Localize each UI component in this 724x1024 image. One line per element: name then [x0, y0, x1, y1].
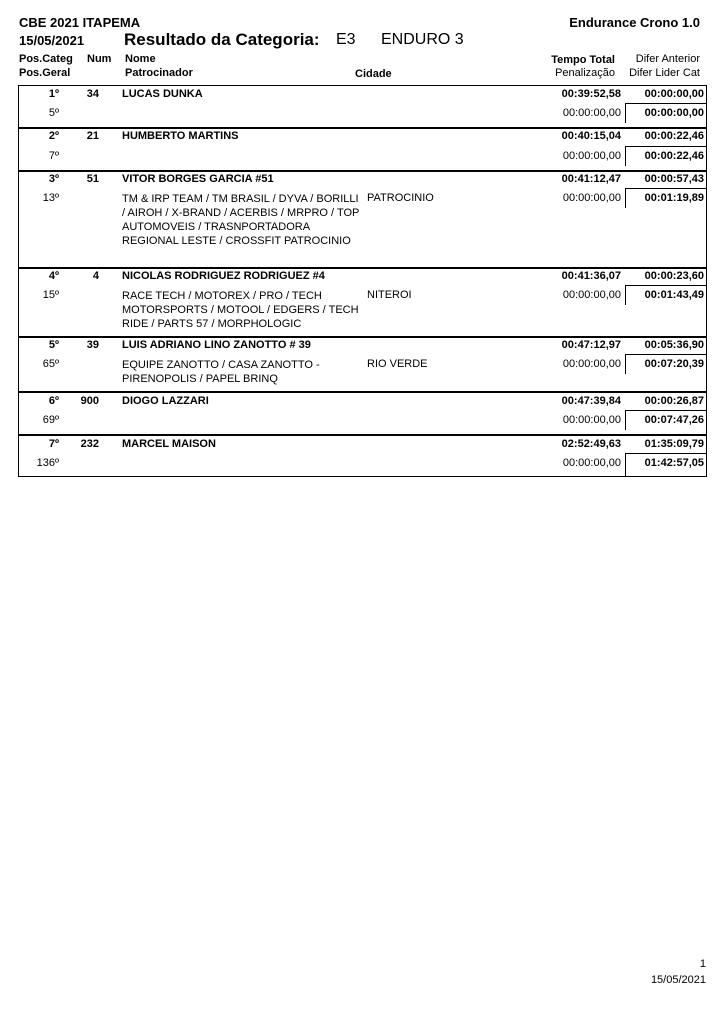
- sponsor: TM & IRP TEAM / TM BRASIL / DYVA / BORILLI / AIROH / X-BRAND / ACERBIS / MRPRO / TOP AUTOMOVEIS / TRASNPORTADORA REGIONAL LESTE / CROSSFIT PATROCINIO: [122, 193, 360, 247]
- penalty: 00:00:00,00: [562, 150, 621, 162]
- col-cidade: Cidade: [355, 68, 392, 80]
- total-time: 00:41:36,07: [561, 270, 621, 282]
- diff-leader: 01:42:57,05: [644, 457, 704, 469]
- diff-prev: 00:00:00,00: [644, 88, 704, 100]
- total-time: 00:39:52,58: [561, 88, 621, 100]
- rider-name: HUMBERTO MARTINS: [122, 130, 239, 142]
- city: NITEROI: [367, 289, 412, 301]
- col-penalizacao: Penalização: [555, 67, 615, 79]
- rider-number: 39: [86, 339, 99, 351]
- total-time: 00:40:15,04: [561, 130, 621, 142]
- sponsor: RACE TECH / MOTOREX / PRO / TECH MOTORSPORTS / MOTOOL / EDGERS / TECH RIDE / PARTS 57 / MORPHOLOGIC: [122, 290, 359, 330]
- pos-categ: 2º: [48, 130, 59, 142]
- pos-geral: 7º: [48, 150, 59, 162]
- pos-categ: 7º: [48, 438, 59, 450]
- rider-name: NICOLAS RODRIGUEZ RODRIGUEZ #4: [122, 270, 325, 282]
- diff-leader: 00:07:20,39: [644, 358, 704, 370]
- col-num: Num: [87, 53, 112, 65]
- rider-name: DIOGO LAZZARI: [122, 395, 209, 407]
- sponsor: EQUIPE ZANOTTO / CASA ZANOTTO - PIRENOPOLIS / PAPEL BRINQ: [122, 359, 320, 385]
- pos-categ: 5º: [48, 339, 59, 351]
- page-number: 1: [699, 958, 706, 970]
- col-patrocinador: Patrocinador: [125, 67, 193, 79]
- rider-number: 34: [86, 88, 99, 100]
- diff-leader: 00:01:19,89: [644, 192, 704, 204]
- pos-categ: 4º: [48, 270, 59, 282]
- penalty: 00:00:00,00: [562, 358, 621, 370]
- col-difer-anterior: Difer Anterior: [635, 53, 700, 65]
- rider-name: VITOR BORGES GARCIA #51: [122, 173, 274, 185]
- system-name: Endurance Crono 1.0: [569, 15, 700, 30]
- rider-name: LUIS ADRIANO LINO ZANOTTO # 39: [122, 339, 311, 351]
- event-title: CBE 2021 ITAPEMA: [19, 15, 141, 30]
- city: PATROCINIO: [367, 192, 434, 204]
- penalty: 00:00:00,00: [562, 192, 621, 204]
- pos-geral: 136º: [36, 457, 59, 469]
- rider-number: 4: [92, 270, 99, 282]
- footer-date: 15/05/2021: [650, 974, 706, 986]
- report-date: 15/05/2021: [19, 33, 85, 48]
- rider-number: 232: [80, 438, 99, 450]
- diff-prev: 00:00:22,46: [644, 130, 704, 142]
- col-pos-categ: Pos.Categ: [19, 53, 73, 65]
- rider-number: 51: [86, 173, 99, 185]
- total-time: 00:47:12,97: [561, 339, 621, 351]
- pos-geral: 5º: [48, 107, 59, 119]
- pos-categ: 6º: [48, 395, 59, 407]
- pos-geral: 15º: [42, 289, 59, 301]
- col-tempo-total: Tempo Total: [551, 54, 615, 66]
- pos-categ: 1º: [48, 88, 59, 100]
- total-time: 00:41:12,47: [561, 173, 621, 185]
- pos-categ: 3º: [48, 173, 59, 185]
- penalty: 00:00:00,00: [562, 289, 621, 301]
- rider-name: LUCAS DUNKA: [122, 88, 203, 100]
- pos-geral: 65º: [42, 358, 59, 370]
- results-table: [18, 85, 707, 477]
- diff-leader: 00:07:47,26: [644, 414, 704, 426]
- pos-geral: 69º: [42, 414, 59, 426]
- diff-prev: 01:35:09,79: [644, 438, 704, 450]
- rider-name: MARCEL MAISON: [122, 438, 216, 450]
- diff-prev: 00:00:23,60: [644, 270, 704, 282]
- total-time: 00:47:39,84: [561, 395, 621, 407]
- diff-leader: 00:00:22,46: [644, 150, 704, 162]
- penalty: 00:00:00,00: [562, 457, 621, 469]
- col-nome: Nome: [125, 53, 156, 65]
- category-code: E3: [336, 31, 356, 48]
- diff-prev: 00:00:26,87: [644, 395, 704, 407]
- penalty: 00:00:00,00: [562, 107, 621, 119]
- rider-number: 21: [86, 130, 99, 142]
- diff-prev: 00:00:57,43: [644, 173, 704, 185]
- page-title: Resultado da Categoria:: [124, 30, 320, 49]
- col-difer-lider: Difer Lider Cat: [629, 67, 700, 79]
- category-name: ENDURO 3: [381, 31, 464, 48]
- diff-prev: 00:05:36,90: [644, 339, 704, 351]
- city: RIO VERDE: [367, 358, 428, 370]
- diff-leader: 00:00:00,00: [644, 107, 704, 119]
- penalty: 00:00:00,00: [562, 414, 621, 426]
- col-pos-geral: Pos.Geral: [19, 67, 71, 79]
- total-time: 02:52:49,63: [561, 438, 621, 450]
- rider-number: 900: [80, 395, 99, 407]
- pos-geral: 13º: [42, 192, 59, 204]
- diff-leader: 00:01:43,49: [644, 289, 704, 301]
